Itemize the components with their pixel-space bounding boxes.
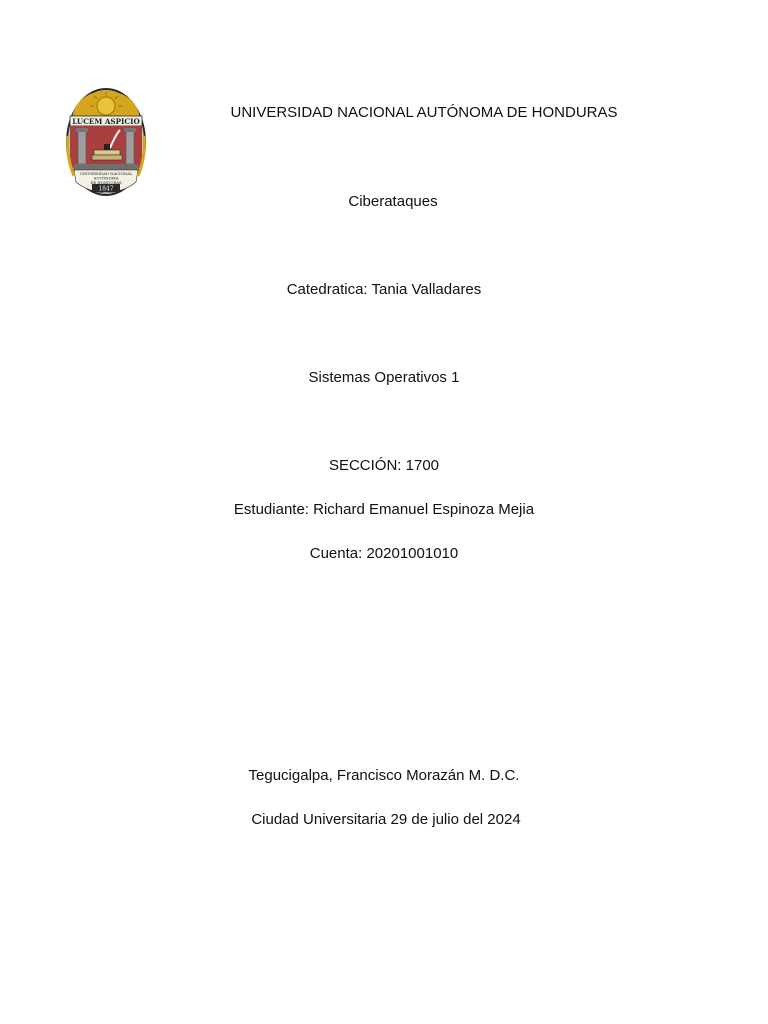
seal-motto: LUCEM ASPICIO — [72, 117, 140, 126]
account-line: Cuenta: 20201001010 — [309, 545, 459, 562]
university-name: UNIVERSIDAD NACIONAL AUTÓNOMA DE HONDURAS — [230, 104, 618, 121]
seal-name-line1: UNIVERSIDAD NACIONAL — [79, 171, 133, 176]
seal-year: 1847 — [98, 185, 114, 193]
city-line: Tegucigalpa, Francisco Morazán M. D.C. — [248, 767, 520, 784]
section-line: SECCIÓN: 1700 — [328, 457, 440, 474]
course-line: Sistemas Operativos 1 — [308, 369, 460, 386]
teacher-line: Catedratica: Tania Valladares — [286, 281, 482, 298]
university-seal-logo — [64, 86, 148, 198]
document-topic: Ciberataques — [348, 193, 438, 210]
seal-name-line2: AUTÓNOMA — [93, 175, 119, 181]
seal-name-line3: DE HONDURAS — [90, 180, 122, 185]
student-line: Estudiante: Richard Emanuel Espinoza Mejia — [233, 501, 535, 518]
date-line: Ciudad Universitaria 29 de julio del 2024 — [251, 811, 521, 828]
